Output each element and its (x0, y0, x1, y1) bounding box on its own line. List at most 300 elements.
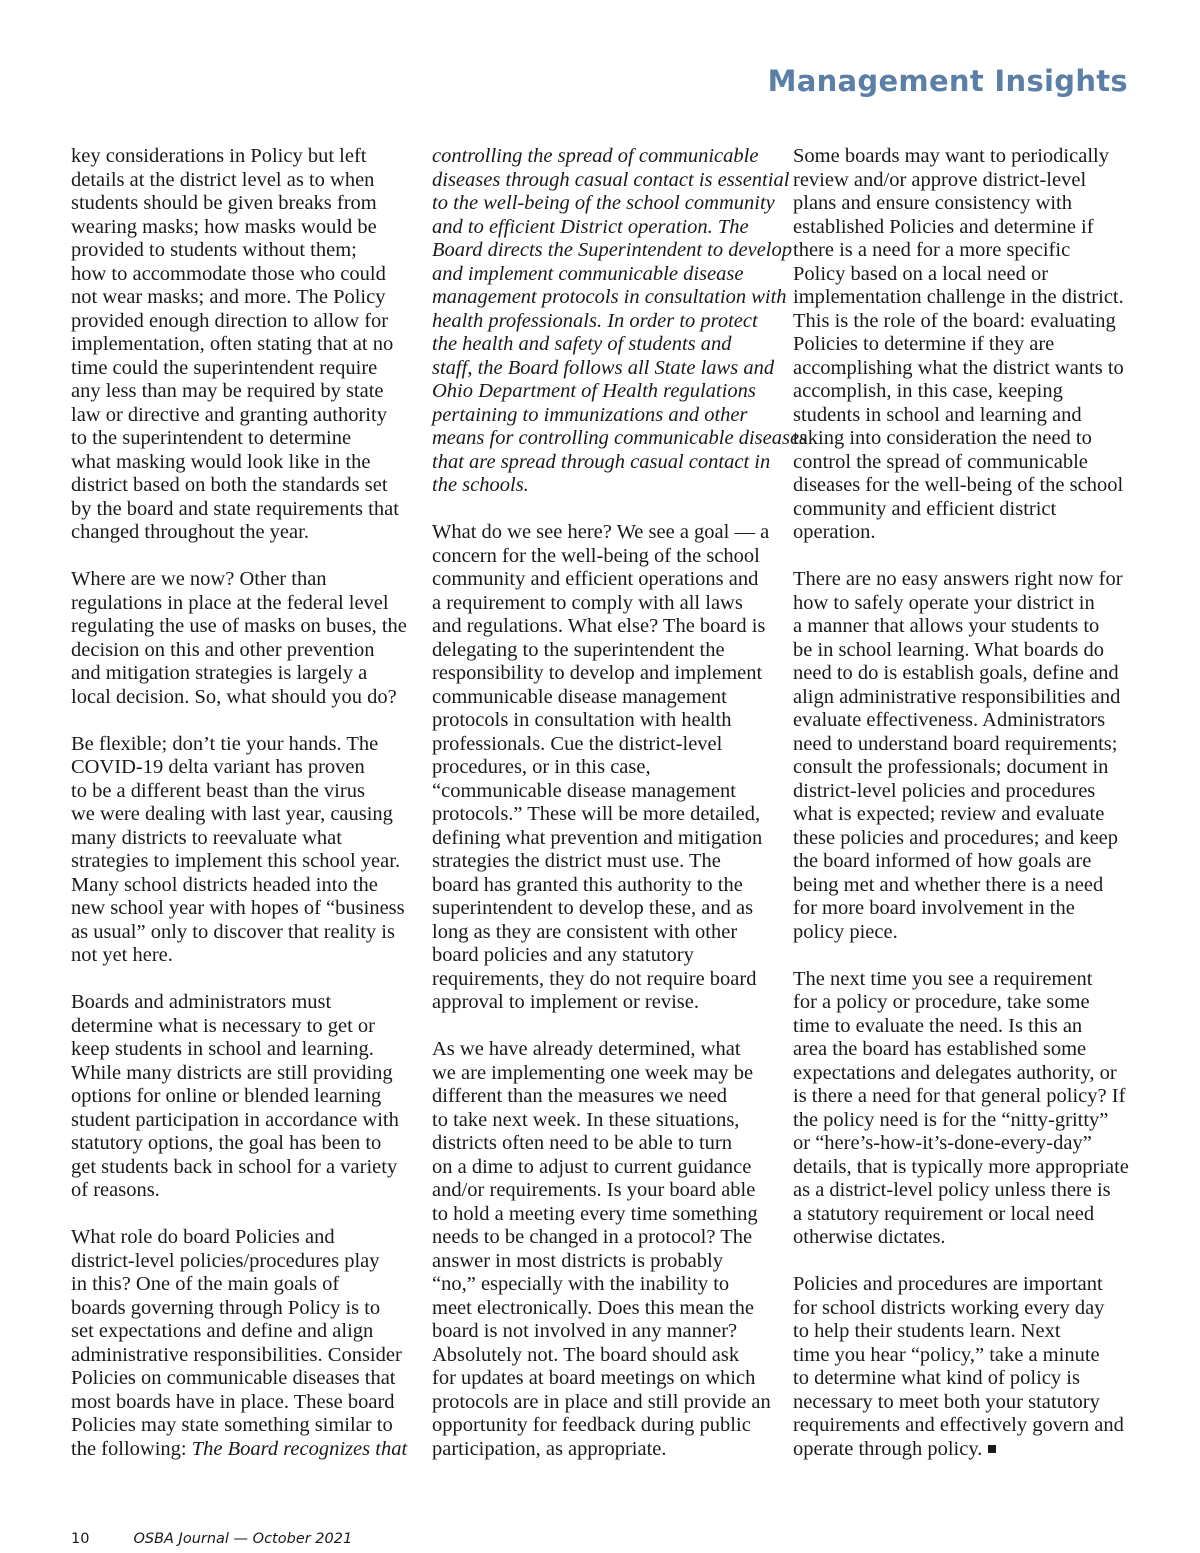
text-line (71, 1132, 413, 1156)
text-line (71, 427, 413, 451)
text-line (432, 1038, 778, 1062)
text-run: Some boards may want to periodically (793, 145, 1109, 167)
text-line (71, 333, 413, 357)
text-line (432, 756, 778, 780)
text-line (71, 216, 413, 240)
text-line (793, 1203, 1133, 1227)
text-line (793, 1414, 1133, 1438)
paragraph-gap (793, 1250, 1133, 1274)
text-run: policy piece. (793, 920, 898, 943)
text-line (793, 1367, 1133, 1391)
text-line (71, 1226, 413, 1250)
text-run: these policies and procedures; and keep (793, 826, 1119, 849)
text-line (793, 192, 1133, 216)
page-number: 10 (71, 1531, 90, 1547)
text-run: student participation in accordance with (71, 1108, 399, 1131)
text-line (71, 592, 413, 616)
text-line (432, 733, 778, 757)
text-line (432, 1062, 778, 1086)
text-run: protocols.” These will be more detailed, (432, 803, 761, 825)
italic-quote-run: that are spread through casual contact in (432, 450, 771, 473)
text-line (432, 263, 778, 287)
text-run: keep students in school and learning. (71, 1038, 374, 1060)
text-line (432, 357, 778, 381)
text-run: we are implementing one week may be (432, 1061, 754, 1084)
paragraph-gap (71, 968, 413, 992)
text-run: Be flexible; don’t tie your hands. The (71, 732, 379, 755)
text-line (71, 1038, 413, 1062)
text-line (793, 145, 1133, 169)
text-line (432, 168, 790, 193)
text-run: regulations in place at the federal level (71, 591, 389, 614)
text-run: on a dime to adjust to current guidance (432, 1155, 752, 1178)
text-run: professionals. Cue the district-level (432, 732, 723, 755)
text-run: and mitigation strategies is largely a (71, 662, 368, 684)
text-run: determine what is necessary to get or (71, 1014, 375, 1037)
text-line (71, 850, 413, 874)
text-line (432, 1132, 778, 1156)
text-run: for updates at board meetings on which (432, 1367, 756, 1389)
text-line (432, 1297, 778, 1321)
text-run: a requirement to comply with all laws (432, 591, 743, 614)
text-line (432, 216, 778, 240)
text-line (432, 827, 778, 851)
text-line (432, 239, 792, 263)
text-run: provided to students without them; (71, 239, 357, 261)
text-run: and regulations. What else? The board is (432, 615, 766, 637)
text-run: to determine what kind of policy is (793, 1367, 1080, 1389)
text-line (432, 310, 778, 334)
text-line (71, 474, 413, 498)
text-run: need to do is establish goals, define and (793, 662, 1119, 684)
text-run: Many school districts headed into the (71, 873, 378, 896)
text-run: wearing masks; how masks would be (71, 215, 377, 238)
text-run: defining what prevention and mitigation (432, 826, 763, 849)
text-run: This is the role of the board: evaluating (793, 309, 1116, 332)
paragraph-gap (793, 545, 1133, 569)
text-line (71, 1367, 413, 1391)
text-line (432, 1250, 778, 1274)
text-line (793, 639, 1133, 663)
text-run: procedures, or in this case, (432, 756, 651, 778)
text-run: and/or requirements. Is your board able (432, 1179, 756, 1201)
text-line (71, 380, 413, 404)
text-run: accomplishing what the district wants to (793, 356, 1124, 379)
text-run: protocols are in place and still provide an (432, 1390, 771, 1413)
text-line (71, 239, 413, 263)
text-line (432, 1179, 778, 1203)
text-run: to help their students learn. Next (793, 1320, 1061, 1342)
text-line (432, 1273, 778, 1297)
article-column-1 (71, 145, 413, 1461)
text-run: “communicable disease management (432, 779, 736, 802)
text-line (432, 404, 778, 428)
text-line (793, 404, 1133, 428)
text-run: Policies on communicable diseases that (71, 1367, 396, 1389)
text-run: what masking would look like in the (71, 450, 371, 473)
text-run: time to evaluate the need. Is this an (793, 1014, 1083, 1037)
text-line (793, 474, 1133, 498)
text-run: of reasons. (71, 1179, 160, 1201)
text-line (793, 1015, 1133, 1039)
text-line (71, 1438, 413, 1462)
text-line (793, 1062, 1133, 1086)
text-line (793, 991, 1133, 1015)
text-run: requirements and effectively govern and (793, 1414, 1124, 1436)
text-line (793, 1226, 1133, 1250)
text-run: to hold a meeting every time something (432, 1202, 758, 1225)
text-run: to the superintendent to determine (71, 427, 352, 449)
italic-quote-run: and to efficient District operation. The (432, 215, 749, 238)
text-line (432, 639, 778, 663)
text-run: participation, as appropriate. (432, 1437, 667, 1460)
article-column-2 (432, 145, 808, 1461)
text-line (793, 1438, 1133, 1462)
text-line (793, 709, 1133, 733)
text-run: implementation, often stating that at no (71, 333, 394, 355)
text-run: requirements, they do not require board (432, 967, 757, 990)
text-run: details, that is typically more appropriate (793, 1155, 1129, 1178)
text-run: board is not involved in any manner? (432, 1320, 738, 1342)
paragraph-gap (71, 545, 413, 569)
italic-quote-run: The Board recognizes that (191, 1437, 408, 1460)
text-run: to be a different beast than the virus (71, 779, 365, 802)
text-line (793, 1320, 1133, 1344)
text-run: any less than may be required by state (71, 380, 384, 402)
text-line (432, 850, 778, 874)
text-line (71, 1109, 413, 1133)
text-line (432, 1320, 778, 1344)
text-line (71, 1273, 413, 1297)
text-line (71, 756, 413, 780)
text-run: Absolutely not. The board should ask (432, 1343, 740, 1366)
text-run: what is expected; review and evaluate (793, 803, 1105, 825)
text-run: changed throughout the year. (71, 521, 309, 543)
text-line (432, 380, 778, 404)
text-line (793, 169, 1133, 193)
text-run: in this? One of the main goals of (71, 1273, 340, 1295)
text-run: set expectations and define and align (71, 1320, 374, 1342)
italic-quote-run: controlling the spread of communicable (432, 145, 759, 167)
text-line (793, 263, 1133, 287)
text-line (71, 1179, 413, 1203)
text-run: get students back in school for a variety (71, 1155, 398, 1178)
text-run: Policies and procedures are important (793, 1273, 1103, 1295)
end-of-article-icon (988, 1445, 996, 1453)
text-run: a statutory requirement or local need (793, 1202, 1095, 1225)
text-run: The next time you see a requirement (793, 967, 1093, 990)
text-line (432, 968, 778, 992)
text-run: “no,” especially with the inability to (432, 1273, 730, 1295)
italic-quote-run: means for controlling communicable diseases (432, 427, 808, 449)
text-run: plans and ensure consistency with (793, 192, 1072, 214)
text-line (793, 1109, 1133, 1133)
text-run: strategies the district must use. The (432, 850, 721, 872)
text-run: operate through policy. (793, 1437, 983, 1460)
text-run: meet electronically. Does this mean the (432, 1296, 754, 1319)
text-line (793, 1273, 1133, 1297)
italic-quote-run: pertaining to immunizations and other (432, 403, 748, 426)
text-line (432, 192, 778, 216)
text-run: different than the measures we need (432, 1085, 728, 1107)
text-line (71, 310, 413, 334)
text-run: how to safely operate your district in (793, 591, 1095, 614)
text-run: as usual” only to discover that reality is (71, 920, 395, 943)
text-run: Policies to determine if they are (793, 333, 1055, 355)
italic-quote-run: the health and safety of students and (432, 333, 732, 355)
text-run: superintendent to develop these, and as (432, 897, 754, 919)
text-line (71, 1085, 413, 1109)
text-run: statutory options, the goal has been to (71, 1132, 382, 1154)
text-run: As we have already determined, what (432, 1038, 741, 1060)
text-run: for a policy or procedure, take some (793, 991, 1090, 1013)
text-run: be in school learning. What boards do (793, 638, 1105, 661)
italic-quote-run: management protocols in consultation with (432, 286, 787, 308)
text-line (793, 380, 1133, 404)
text-run: for more board involvement in the (793, 897, 1075, 919)
text-line (71, 498, 413, 522)
text-line (432, 145, 778, 169)
text-run: new school year with hopes of “business (71, 897, 405, 919)
italic-quote-run: staff, the Board follows all State laws and (432, 356, 775, 379)
text-line (71, 169, 413, 193)
text-line (432, 333, 778, 357)
text-run: answer in most districts is probably (432, 1249, 723, 1272)
text-line (71, 1250, 413, 1274)
text-line (71, 1062, 413, 1086)
text-line (71, 874, 413, 898)
text-run: COVID-19 delta variant has proven (71, 756, 365, 778)
text-run: district-level policies and procedures (793, 779, 1096, 802)
text-run: control the spread of communicable (793, 450, 1088, 473)
text-line (793, 427, 1133, 451)
text-line (432, 1156, 778, 1180)
text-line (432, 1414, 778, 1438)
text-line (432, 474, 778, 498)
text-line (793, 874, 1133, 898)
text-line (71, 1015, 413, 1039)
section-title: Management Insights (767, 64, 1128, 98)
text-line (432, 709, 778, 733)
text-line (432, 874, 778, 898)
text-run: approval to implement or revise. (432, 991, 699, 1013)
italic-quote-run: Ohio Department of Health regulations (432, 380, 756, 402)
text-run: to take next week. In these situations, (432, 1108, 740, 1131)
italic-quote-run: health professionals. In order to protect (432, 309, 758, 332)
text-line (71, 145, 413, 169)
text-run: being met and whether there is a need (793, 873, 1104, 896)
text-line (793, 357, 1133, 381)
text-run: time could the superintendent require (71, 356, 378, 379)
text-line (432, 1344, 778, 1368)
text-line (432, 1226, 778, 1250)
text-line (793, 521, 1133, 545)
text-line (793, 1085, 1133, 1109)
text-line (793, 921, 1133, 945)
text-line (432, 1367, 778, 1391)
page-footer (71, 1531, 352, 1547)
paragraph-gap (71, 1203, 413, 1227)
italic-quote-run: to the well-being of the school community (432, 192, 775, 214)
text-line (432, 662, 778, 686)
text-run: there is a need for a more specific (793, 239, 1071, 261)
text-run: concern for the well-being of the school (432, 544, 760, 567)
text-run: the following: (71, 1437, 192, 1460)
text-line (71, 944, 413, 968)
text-run: operation. (793, 521, 876, 543)
text-run: is there a need for that general policy? If (793, 1085, 1126, 1107)
text-run: board has granted this authority to the (432, 873, 743, 896)
text-line (432, 615, 778, 639)
text-line (793, 733, 1133, 757)
paragraph-gap (71, 709, 413, 733)
text-run: Boards and administrators must (71, 991, 332, 1013)
text-run: communicable disease management (432, 685, 727, 708)
text-run: accomplish, in this case, keeping (793, 380, 1063, 402)
text-run: needs to be changed in a protocol? The (432, 1226, 753, 1248)
text-line (432, 286, 787, 310)
text-line (793, 498, 1133, 522)
text-line (71, 827, 413, 851)
text-line (793, 897, 1133, 921)
text-line (432, 991, 778, 1015)
text-line (793, 780, 1133, 804)
text-line (793, 803, 1133, 827)
text-run: many districts to reevaluate what (71, 826, 342, 849)
text-run: delegating to the superintendent the (432, 638, 725, 661)
article-column-3 (793, 145, 1133, 1461)
text-run: key considerations in Policy but left (71, 145, 367, 167)
text-run: decision on this and other prevention (71, 638, 375, 661)
text-line (432, 1438, 778, 1462)
text-line (432, 545, 778, 569)
text-line (71, 521, 413, 545)
text-line (71, 1414, 413, 1438)
text-run: long as they are consistent with other (432, 920, 738, 943)
text-run: While many districts are still providing (71, 1061, 393, 1084)
text-line (71, 568, 413, 592)
text-run: There are no easy answers right now for (793, 568, 1123, 590)
text-line (793, 662, 1133, 686)
text-run: how to accommodate those who could (71, 262, 386, 285)
text-line (793, 1132, 1133, 1156)
publication-info: OSBA Journal — October 2021 (133, 1531, 353, 1547)
text-run: What role do board Policies and (71, 1226, 335, 1248)
text-line (432, 1391, 778, 1415)
text-line (793, 451, 1133, 475)
text-run: community and efficient operations and (432, 568, 759, 590)
text-run: not wear masks; and more. The Policy (71, 286, 386, 308)
text-line (71, 662, 413, 686)
text-run: diseases for the well-being of the school (793, 474, 1124, 496)
text-run: align administrative responsibilities and (793, 685, 1121, 708)
text-run: necessary to meet both your statutory (793, 1390, 1100, 1413)
text-run: expectations and delegates authority, or (793, 1061, 1117, 1084)
text-line (432, 592, 778, 616)
text-line (71, 991, 413, 1015)
text-run: Policies may state something similar to (71, 1414, 393, 1436)
text-line (793, 686, 1133, 710)
text-run: details at the district level as to when (71, 168, 375, 191)
text-run: students in school and learning and (793, 403, 1082, 426)
text-line (71, 1344, 413, 1368)
text-line (793, 310, 1133, 334)
text-run: law or directive and granting authority (71, 403, 387, 426)
paragraph-gap (432, 498, 778, 522)
text-line (71, 780, 413, 804)
text-line (793, 286, 1133, 310)
text-run: opportunity for feedback during public (432, 1414, 751, 1436)
text-run: as a district-level policy unless there is (793, 1179, 1111, 1201)
paragraph-gap (432, 1015, 778, 1039)
text-line (71, 686, 413, 710)
text-line (793, 1156, 1133, 1180)
text-run: boards governing through Policy is to (71, 1296, 381, 1319)
text-run: districts often need to be able to turn (432, 1132, 733, 1154)
text-line (432, 568, 778, 592)
text-run: established Policies and determine if (793, 215, 1094, 238)
text-run: by the board and state requirements that (71, 497, 399, 520)
text-line (432, 686, 778, 710)
text-line (71, 639, 413, 663)
text-line (71, 897, 413, 921)
text-run: provided enough direction to allow for (71, 309, 389, 332)
text-line (71, 451, 413, 475)
text-run: Policy based on a local need or (793, 262, 1049, 285)
italic-quote-run: the schools. (432, 474, 529, 496)
text-run: district based on both the standards set (71, 474, 388, 496)
text-line (432, 1203, 778, 1227)
text-line (793, 1179, 1133, 1203)
text-line (432, 921, 778, 945)
text-line (71, 615, 413, 639)
text-line (71, 404, 413, 428)
text-run: review and/or approve district-level (793, 168, 1087, 191)
text-line (793, 1297, 1133, 1321)
text-run: taking into consideration the need to (793, 427, 1092, 449)
italic-quote-run: diseases through casual contact is essential (432, 168, 790, 191)
text-line (71, 803, 413, 827)
text-line (432, 451, 778, 475)
text-run: students should be given breaks from (71, 192, 377, 214)
text-line (71, 733, 413, 757)
text-line (432, 521, 778, 545)
text-line (71, 921, 413, 945)
text-line (793, 568, 1133, 592)
text-run: area the board has established some (793, 1038, 1087, 1060)
text-line (793, 592, 1133, 616)
text-run: time you hear “policy,” take a minute (793, 1343, 1100, 1366)
text-line (71, 1297, 413, 1321)
text-run: protocols in consultation with health (432, 709, 732, 731)
text-line (793, 968, 1133, 992)
text-run: the board informed of how goals are (793, 850, 1092, 872)
text-run: consult the professionals; document in (793, 756, 1109, 778)
text-run: What do we see here? We see a goal — a (432, 521, 770, 543)
text-line (793, 1391, 1133, 1415)
text-line (432, 1085, 778, 1109)
text-line (793, 1344, 1133, 1368)
text-run: implementation challenge in the district. (793, 286, 1124, 308)
text-line (432, 427, 808, 451)
text-run: a manner that allows your students to (793, 615, 1100, 637)
text-run: community and efficient district (793, 497, 1057, 520)
text-line (793, 850, 1133, 874)
text-line (432, 897, 778, 921)
text-run: options for online or blended learning (71, 1085, 382, 1107)
text-run: need to understand board requirements; (793, 732, 1118, 755)
text-line (71, 1156, 413, 1180)
